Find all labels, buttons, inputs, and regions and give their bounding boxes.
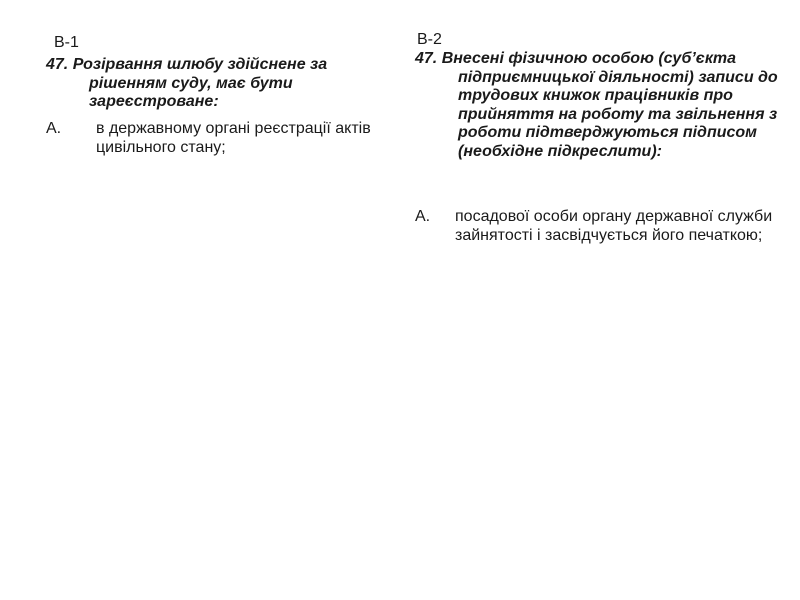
variant-1-label: В-1	[54, 34, 79, 51]
variant-2-question: 47. Внесені фізичною особою (суб’єкта підприємницької діяльності) записи до трудових книжок працівників про прийняття на роботу та звільнення з роботи підтверджуються підписом (необхідне підкреслити):	[415, 50, 778, 160]
variant-1-question: 47. Розірвання шлюбу здійснене за рішенням суду, має бути зареєстроване:	[46, 56, 328, 110]
variant-1-answer-text: в державному органі реєстрації актів цивільного стану;	[96, 120, 371, 156]
variant-1-answer-letter: А.	[46, 120, 62, 137]
variant-2-answer-letter: А.	[415, 208, 431, 225]
variant-2-answer-text: посадової особи органу державної служби зайнятості і засвідчується його печаткою;	[455, 208, 773, 244]
variant-2-label: В-2	[417, 31, 442, 48]
variant-1-answer-a	[46, 120, 376, 157]
variant-2-answer-a	[415, 208, 785, 245]
